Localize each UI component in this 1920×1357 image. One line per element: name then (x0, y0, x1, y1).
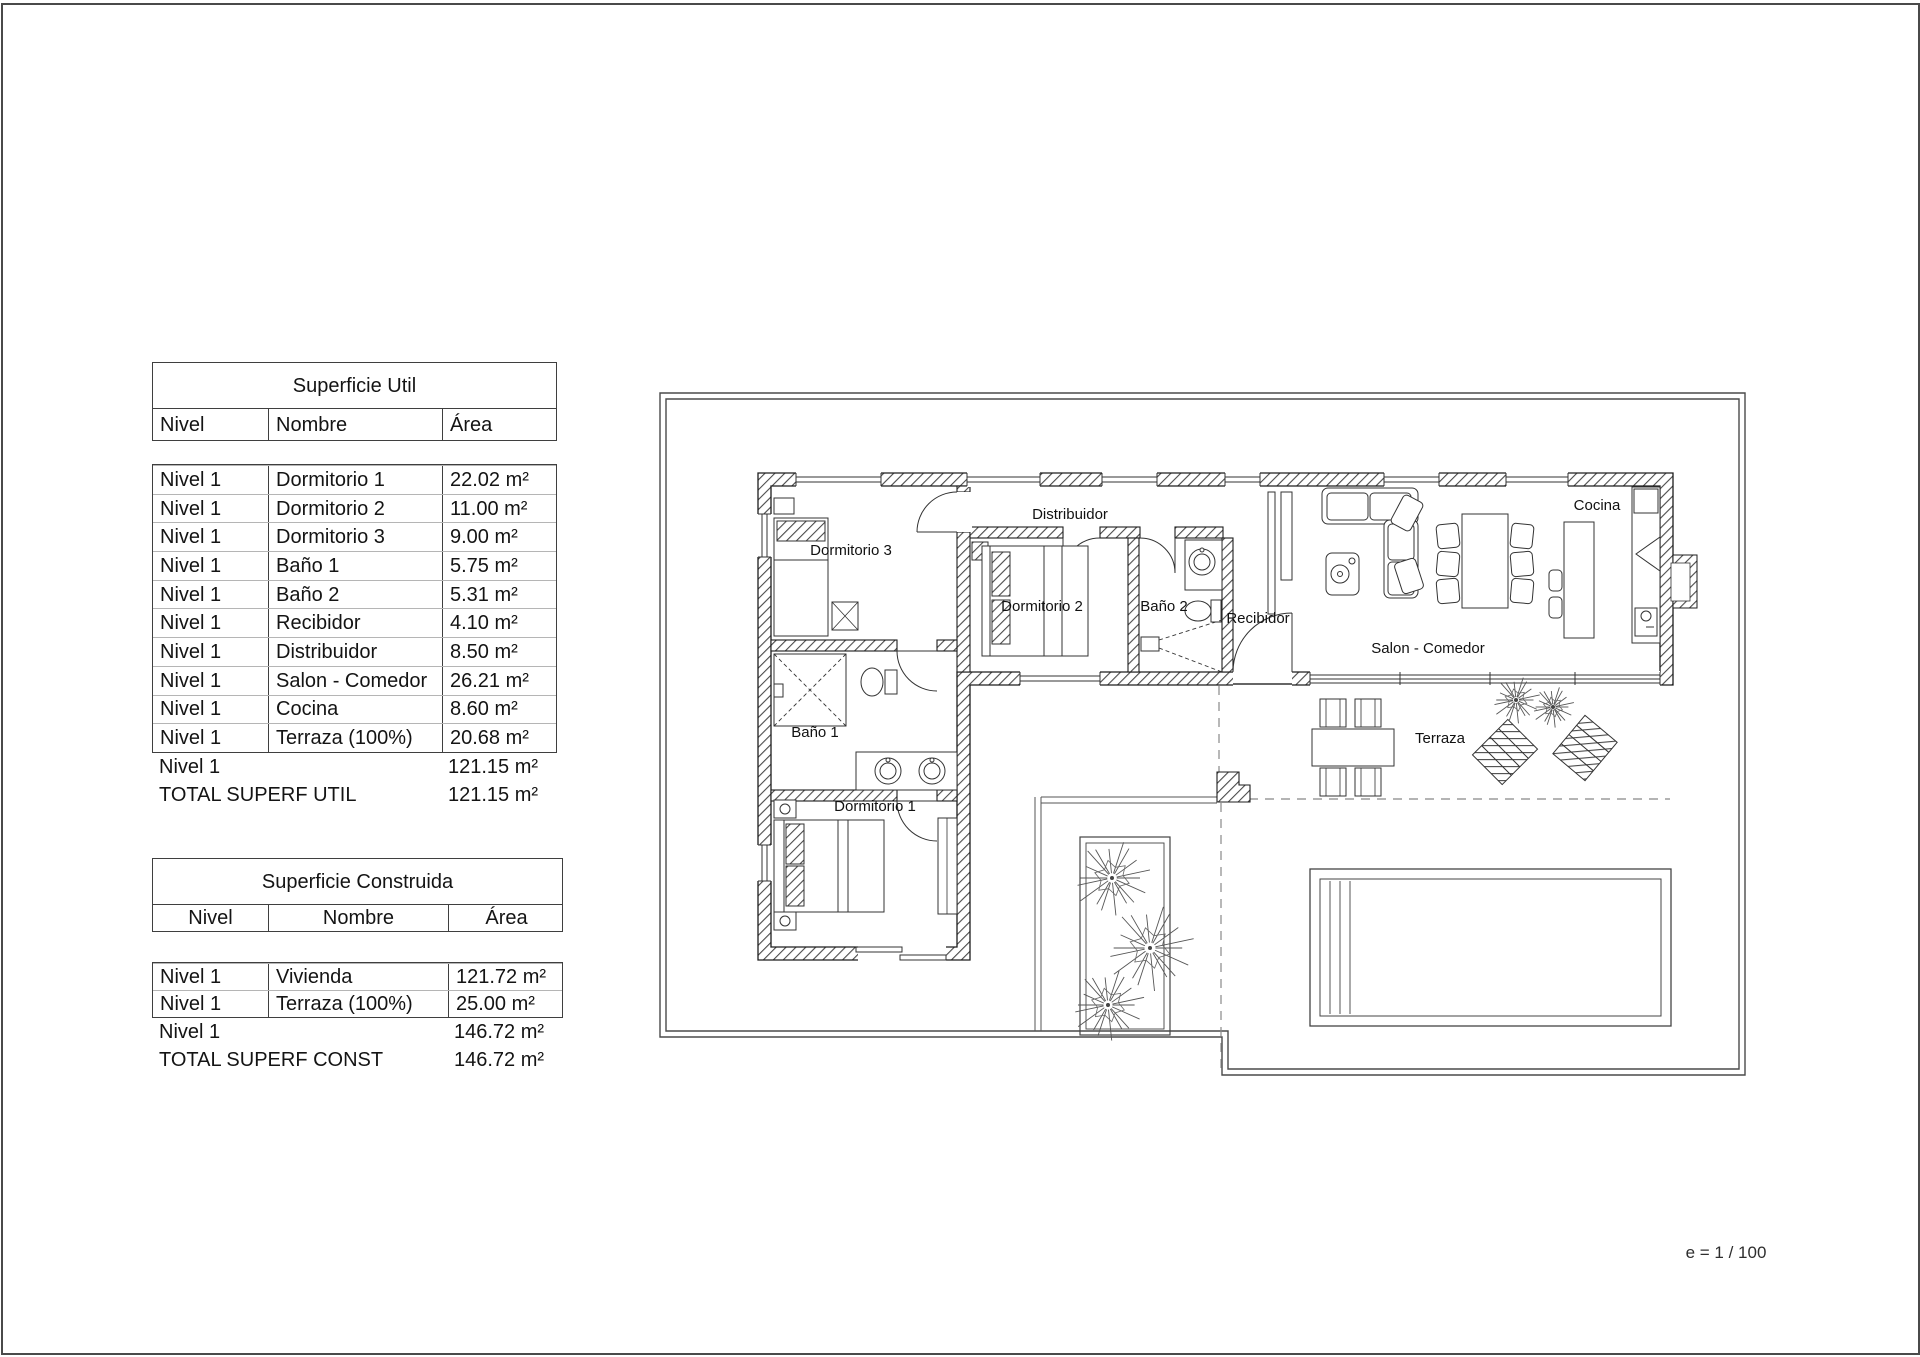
washbasin-bano-2 (1185, 540, 1222, 590)
room-label-dormitorio-2: Dormitorio 2 (1001, 598, 1083, 615)
terrace-table (1312, 729, 1394, 766)
plant-symbol (1534, 687, 1574, 727)
header-nivel: Nivel (188, 907, 233, 929)
table-title: Superficie Construida (152, 858, 563, 905)
table-row: Nivel 1 Dormitorio 2 11.00 m² (153, 494, 556, 523)
table-row: Nivel 1 Dormitorio 3 9.00 m² (153, 522, 556, 551)
table-row: Nivel 1 Terraza (100%) 20.68 m² (153, 723, 556, 752)
toilet-bano-1 (861, 668, 897, 696)
room-label-bano-2: Baño 2 (1140, 598, 1188, 615)
table-row: Nivel 1 Cocina 8.60 m² (153, 695, 556, 724)
bed-dormitorio-3 (774, 498, 858, 636)
shower-bano-2 (1141, 620, 1222, 672)
table-header (152, 409, 557, 441)
table-row: Nivel 1 Baño 1 5.75 m² (153, 551, 556, 580)
side-table-lamp (1326, 553, 1359, 595)
bed-dormitorio-1 (774, 800, 884, 930)
toilet-bano-2 (1185, 600, 1221, 622)
kitchen-island (1549, 522, 1594, 638)
terrace-pillar (1217, 772, 1250, 802)
room-label-salon-comedor: Salon - Comedor (1371, 640, 1485, 657)
header-area: Área (448, 905, 564, 931)
table-row: Nivel 1 Baño 2 5.31 m² (153, 580, 556, 609)
header-nombre: Nombre (268, 905, 448, 931)
room-label-terraza: Terraza (1414, 730, 1466, 747)
room-label-dormitorio-3: Dormitorio 3 (810, 542, 892, 559)
sun-lounger (1553, 715, 1617, 780)
sun-lounger (1472, 719, 1537, 784)
scale-note: e = 1 / 100 (1685, 1243, 1767, 1262)
shower-bano-1 (774, 654, 846, 726)
room-label-recibidor: Recibidor (1226, 610, 1290, 627)
room-label-cocina: Cocina (1573, 497, 1621, 514)
table-row: Nivel 1 Terraza (100%) 25.00 m² (153, 990, 562, 1017)
wardrobe-dormitorio-1 (938, 818, 957, 914)
kitchen-counter (1632, 487, 1660, 643)
header-area: Área (442, 409, 558, 440)
pool (1310, 869, 1671, 1026)
room-label-bano-1: Baño 1 (791, 724, 839, 741)
washbasins-bano-1 (856, 752, 957, 790)
subtotal-row: Nivel 1 146.72 m² (159, 1021, 545, 1043)
superficie-construida-table (152, 858, 563, 1074)
room-label-dormitorio-1: Dormitorio 1 (834, 798, 916, 815)
tv-console (1268, 492, 1292, 614)
header-nivel: Nivel (160, 413, 205, 436)
table-body (152, 962, 563, 1018)
table-row: Nivel 1 Salon - Comedor 26.21 m² (153, 666, 556, 695)
table-body (152, 464, 557, 753)
kitchen-niche (1671, 555, 1697, 608)
plant-symbol (1078, 842, 1150, 915)
superficie-util-table (152, 362, 557, 809)
salon-glazing (1310, 671, 1660, 686)
total-row: TOTAL SUPERF CONST 146.72 m² (159, 1049, 545, 1071)
room-label-distribuidor: Distribuidor (1032, 506, 1108, 523)
table-title: Superficie Util (152, 362, 557, 409)
table-header (152, 905, 563, 932)
paving-lines (1035, 797, 1217, 1031)
table-row: Nivel 1 Distribuidor 8.50 m² (153, 637, 556, 666)
table-row: Nivel 1 Recibidor 4.10 m² (153, 608, 556, 637)
table-row: Nivel 1 Dormitorio 1 22.02 m² (153, 465, 556, 494)
dining-table (1462, 514, 1508, 608)
subtotal-row: Nivel 1 121.15 m² (159, 755, 539, 778)
header-nombre: Nombre (268, 409, 442, 440)
total-row: TOTAL SUPERF UTIL 121.15 m² (159, 783, 539, 806)
table-row: Nivel 1 Vivienda 121.72 m² (153, 963, 562, 990)
